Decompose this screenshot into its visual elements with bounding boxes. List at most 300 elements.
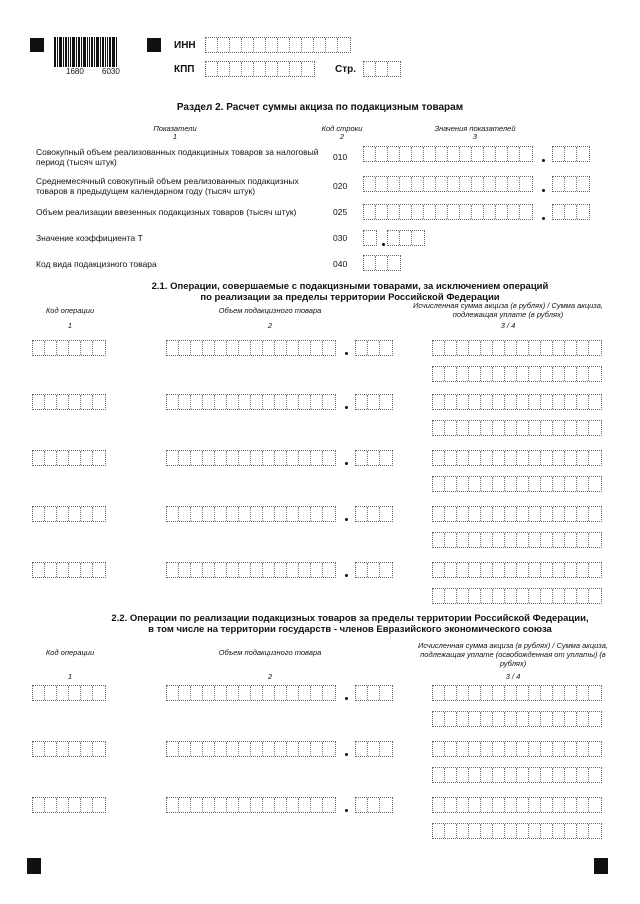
digit-cell[interactable] [376,147,388,161]
digit-cell[interactable] [469,589,481,603]
digit-cell[interactable] [541,367,553,381]
digit-cell[interactable] [167,742,179,756]
digit-cell[interactable] [93,742,105,756]
digit-cell[interactable] [179,507,191,521]
digit-cell[interactable] [167,451,179,465]
inn-field[interactable] [205,37,351,53]
digit-cell[interactable] [368,341,380,355]
s21-volume-int-1[interactable] [166,340,336,356]
digit-cell[interactable] [239,341,251,355]
digit-cell[interactable] [203,507,215,521]
digit-cell[interactable] [206,38,218,52]
digit-cell[interactable] [448,205,460,219]
digit-cell[interactable] [380,395,392,409]
digit-cell[interactable] [424,205,436,219]
digit-cell[interactable] [517,798,529,812]
digit-cell[interactable] [505,686,517,700]
digit-cell[interactable] [251,341,263,355]
digit-cell[interactable] [577,533,589,547]
digit-cell[interactable] [517,507,529,521]
digit-cell[interactable] [577,798,589,812]
digit-cell[interactable] [388,205,400,219]
digit-cell[interactable] [179,395,191,409]
digit-cell[interactable] [356,563,368,577]
digit-cell[interactable] [565,824,577,838]
digit-cell[interactable] [302,62,314,76]
s22-volume-int-1[interactable] [166,685,336,701]
digit-cell[interactable] [445,533,457,547]
digit-cell[interactable] [227,742,239,756]
s22-volume-int-2[interactable] [166,741,336,757]
digit-cell[interactable] [69,686,81,700]
digit-cell[interactable] [517,395,529,409]
digit-cell[interactable] [314,38,326,52]
digit-cell[interactable] [460,177,472,191]
digit-cell[interactable] [445,507,457,521]
s21-payable-sum-3[interactable] [432,476,602,492]
digit-cell[interactable] [368,798,380,812]
digit-cell[interactable] [227,563,239,577]
digit-cell[interactable] [368,507,380,521]
digit-cell[interactable] [215,395,227,409]
digit-cell[interactable] [45,686,57,700]
digit-cell[interactable] [517,686,529,700]
digit-cell[interactable] [230,38,242,52]
digit-cell[interactable] [553,533,565,547]
digit-cell[interactable] [565,205,577,219]
digit-cell[interactable] [380,742,392,756]
digit-cell[interactable] [457,798,469,812]
digit-cell[interactable] [505,367,517,381]
digit-cell[interactable] [508,205,520,219]
digit-cell[interactable] [493,768,505,782]
page-field[interactable] [363,61,401,77]
digit-cell[interactable] [469,395,481,409]
digit-cell[interactable] [167,507,179,521]
digit-cell[interactable] [376,62,388,76]
digit-cell[interactable] [254,62,266,76]
digit-cell[interactable] [481,341,493,355]
digit-cell[interactable] [81,507,93,521]
digit-cell[interactable] [577,177,589,191]
digit-cell[interactable] [93,451,105,465]
digit-cell[interactable] [505,798,517,812]
digit-cell[interactable] [278,62,290,76]
s21-payable-sum-2[interactable] [432,420,602,436]
digit-cell[interactable] [541,507,553,521]
digit-cell[interactable] [364,256,376,270]
digit-cell[interactable] [541,563,553,577]
digit-cell[interactable] [263,395,275,409]
digit-cell[interactable] [69,451,81,465]
digit-cell[interactable] [481,589,493,603]
digit-cell[interactable] [457,533,469,547]
digit-cell[interactable] [290,38,302,52]
digit-cell[interactable] [589,824,601,838]
digit-cell[interactable] [81,742,93,756]
digit-cell[interactable] [481,477,493,491]
digit-cell[interactable] [589,798,601,812]
digit-cell[interactable] [302,38,314,52]
digit-cell[interactable] [433,824,445,838]
digit-cell[interactable] [167,563,179,577]
digit-cell[interactable] [251,451,263,465]
digit-cell[interactable] [517,742,529,756]
digit-cell[interactable] [227,507,239,521]
digit-cell[interactable] [457,395,469,409]
digit-cell[interactable] [380,507,392,521]
digit-cell[interactable] [457,712,469,726]
digit-cell[interactable] [323,395,335,409]
digit-cell[interactable] [191,395,203,409]
digit-cell[interactable] [577,341,589,355]
digit-cell[interactable] [481,824,493,838]
digit-cell[interactable] [469,341,481,355]
digit-cell[interactable] [93,341,105,355]
digit-cell[interactable] [400,147,412,161]
digit-cell[interactable] [376,205,388,219]
digit-cell[interactable] [93,798,105,812]
s22-payable-sum-2[interactable] [432,767,602,783]
digit-cell[interactable] [577,477,589,491]
digit-cell[interactable] [565,341,577,355]
digit-cell[interactable] [179,742,191,756]
digit-cell[interactable] [469,798,481,812]
digit-cell[interactable] [457,477,469,491]
digit-cell[interactable] [517,367,529,381]
digit-cell[interactable] [388,256,400,270]
s21-volume-frac-2[interactable] [355,394,393,410]
digit-cell[interactable] [457,507,469,521]
digit-cell[interactable] [368,563,380,577]
digit-cell[interactable] [287,742,299,756]
s22-payable-sum-3[interactable] [432,823,602,839]
digit-cell[interactable] [457,742,469,756]
digit-cell[interactable] [589,589,601,603]
digit-cell[interactable] [577,589,589,603]
digit-cell[interactable] [577,507,589,521]
digit-cell[interactable] [472,147,484,161]
digit-cell[interactable] [505,742,517,756]
digit-cell[interactable] [541,533,553,547]
s21-op-code-4[interactable] [32,506,106,522]
digit-cell[interactable] [445,451,457,465]
digit-cell[interactable] [481,742,493,756]
digit-cell[interactable] [275,395,287,409]
digit-cell[interactable] [242,38,254,52]
digit-cell[interactable] [215,563,227,577]
digit-cell[interactable] [436,147,448,161]
digit-cell[interactable] [457,589,469,603]
digit-cell[interactable] [589,742,601,756]
digit-cell[interactable] [496,177,508,191]
digit-cell[interactable] [445,798,457,812]
digit-cell[interactable] [81,798,93,812]
digit-cell[interactable] [290,62,302,76]
digit-cell[interactable] [505,507,517,521]
digit-cell[interactable] [69,798,81,812]
digit-cell[interactable] [33,507,45,521]
digit-cell[interactable] [323,341,335,355]
digit-cell[interactable] [33,742,45,756]
digit-cell[interactable] [589,533,601,547]
digit-cell[interactable] [69,341,81,355]
s21-op-code-5[interactable] [32,562,106,578]
digit-cell[interactable] [433,477,445,491]
digit-cell[interactable] [493,451,505,465]
digit-cell[interactable] [338,38,350,52]
digit-cell[interactable] [481,451,493,465]
digit-cell[interactable] [57,742,69,756]
digit-cell[interactable] [311,686,323,700]
digit-cell[interactable] [263,451,275,465]
digit-cell[interactable] [57,798,69,812]
digit-cell[interactable] [517,563,529,577]
digit-cell[interactable] [323,507,335,521]
digit-cell[interactable] [481,533,493,547]
digit-cell[interactable] [215,686,227,700]
digit-cell[interactable] [57,686,69,700]
digit-cell[interactable] [541,824,553,838]
digit-cell[interactable] [81,451,93,465]
digit-cell[interactable] [263,742,275,756]
digit-cell[interactable] [254,38,266,52]
digit-cell[interactable] [553,341,565,355]
digit-cell[interactable] [215,451,227,465]
digit-cell[interactable] [400,177,412,191]
digit-cell[interactable] [565,589,577,603]
s21-volume-frac-4[interactable] [355,506,393,522]
digit-cell[interactable] [589,477,601,491]
digit-cell[interactable] [69,563,81,577]
digit-cell[interactable] [299,798,311,812]
digit-cell[interactable] [577,742,589,756]
row-020-value-frac[interactable] [552,176,590,192]
digit-cell[interactable] [445,367,457,381]
digit-cell[interactable] [433,563,445,577]
digit-cell[interactable] [508,147,520,161]
digit-cell[interactable] [529,451,541,465]
digit-cell[interactable] [553,147,565,161]
digit-cell[interactable] [529,742,541,756]
digit-cell[interactable] [505,477,517,491]
digit-cell[interactable] [242,62,254,76]
digit-cell[interactable] [505,395,517,409]
digit-cell[interactable] [380,798,392,812]
digit-cell[interactable] [520,147,532,161]
digit-cell[interactable] [493,477,505,491]
digit-cell[interactable] [481,563,493,577]
digit-cell[interactable] [469,712,481,726]
row-010-value-int[interactable] [363,146,533,162]
digit-cell[interactable] [81,341,93,355]
digit-cell[interactable] [577,768,589,782]
digit-cell[interactable] [251,686,263,700]
digit-cell[interactable] [505,824,517,838]
digit-cell[interactable] [508,177,520,191]
digit-cell[interactable] [529,798,541,812]
digit-cell[interactable] [589,451,601,465]
digit-cell[interactable] [412,147,424,161]
digit-cell[interactable] [380,341,392,355]
digit-cell[interactable] [457,686,469,700]
digit-cell[interactable] [553,768,565,782]
digit-cell[interactable] [433,712,445,726]
digit-cell[interactable] [191,341,203,355]
digit-cell[interactable] [481,768,493,782]
digit-cell[interactable] [541,798,553,812]
digit-cell[interactable] [553,798,565,812]
digit-cell[interactable] [505,451,517,465]
digit-cell[interactable] [565,367,577,381]
digit-cell[interactable] [227,451,239,465]
digit-cell[interactable] [275,507,287,521]
digit-cell[interactable] [529,563,541,577]
digit-cell[interactable] [287,686,299,700]
digit-cell[interactable] [481,421,493,435]
digit-cell[interactable] [496,147,508,161]
s22-volume-frac-2[interactable] [355,741,393,757]
digit-cell[interactable] [469,367,481,381]
digit-cell[interactable] [577,451,589,465]
digit-cell[interactable] [589,507,601,521]
digit-cell[interactable] [239,451,251,465]
digit-cell[interactable] [311,798,323,812]
digit-cell[interactable] [311,451,323,465]
digit-cell[interactable] [57,507,69,521]
digit-cell[interactable] [311,742,323,756]
s21-calc-sum-1[interactable] [432,340,602,356]
digit-cell[interactable] [577,563,589,577]
digit-cell[interactable] [263,563,275,577]
digit-cell[interactable] [380,563,392,577]
digit-cell[interactable] [541,421,553,435]
s21-volume-int-5[interactable] [166,562,336,578]
digit-cell[interactable] [433,589,445,603]
digit-cell[interactable] [191,798,203,812]
digit-cell[interactable] [433,798,445,812]
digit-cell[interactable] [529,341,541,355]
digit-cell[interactable] [577,147,589,161]
digit-cell[interactable] [517,533,529,547]
digit-cell[interactable] [493,367,505,381]
digit-cell[interactable] [287,563,299,577]
digit-cell[interactable] [323,686,335,700]
digit-cell[interactable] [167,798,179,812]
s21-volume-int-2[interactable] [166,394,336,410]
digit-cell[interactable] [400,205,412,219]
digit-cell[interactable] [275,563,287,577]
s22-volume-int-3[interactable] [166,797,336,813]
digit-cell[interactable] [191,451,203,465]
s22-calc-sum-3[interactable] [432,797,602,813]
digit-cell[interactable] [484,205,496,219]
kpp-field[interactable] [205,61,315,77]
digit-cell[interactable] [275,451,287,465]
digit-cell[interactable] [433,421,445,435]
digit-cell[interactable] [299,451,311,465]
digit-cell[interactable] [45,798,57,812]
digit-cell[interactable] [448,147,460,161]
digit-cell[interactable] [227,686,239,700]
digit-cell[interactable] [380,686,392,700]
digit-cell[interactable] [45,451,57,465]
digit-cell[interactable] [368,451,380,465]
digit-cell[interactable] [33,798,45,812]
digit-cell[interactable] [469,563,481,577]
digit-cell[interactable] [484,177,496,191]
digit-cell[interactable] [445,395,457,409]
digit-cell[interactable] [493,712,505,726]
digit-cell[interactable] [553,712,565,726]
s21-calc-sum-4[interactable] [432,506,602,522]
digit-cell[interactable] [287,341,299,355]
digit-cell[interactable] [167,395,179,409]
digit-cell[interactable] [529,712,541,726]
digit-cell[interactable] [433,341,445,355]
digit-cell[interactable] [481,798,493,812]
row-030-value-int[interactable] [363,230,377,246]
digit-cell[interactable] [505,563,517,577]
digit-cell[interactable] [433,367,445,381]
digit-cell[interactable] [239,563,251,577]
digit-cell[interactable] [424,177,436,191]
digit-cell[interactable] [541,768,553,782]
digit-cell[interactable] [215,507,227,521]
s22-volume-frac-3[interactable] [355,797,393,813]
digit-cell[interactable] [433,686,445,700]
digit-cell[interactable] [541,686,553,700]
digit-cell[interactable] [368,742,380,756]
digit-cell[interactable] [388,177,400,191]
digit-cell[interactable] [553,395,565,409]
digit-cell[interactable] [565,768,577,782]
digit-cell[interactable] [493,686,505,700]
digit-cell[interactable] [577,824,589,838]
digit-cell[interactable] [81,563,93,577]
digit-cell[interactable] [368,686,380,700]
s21-calc-sum-3[interactable] [432,450,602,466]
digit-cell[interactable] [529,768,541,782]
digit-cell[interactable] [517,451,529,465]
s21-op-code-2[interactable] [32,394,106,410]
digit-cell[interactable] [529,507,541,521]
digit-cell[interactable] [481,686,493,700]
digit-cell[interactable] [565,533,577,547]
digit-cell[interactable] [275,341,287,355]
digit-cell[interactable] [505,421,517,435]
digit-cell[interactable] [553,563,565,577]
digit-cell[interactable] [493,589,505,603]
digit-cell[interactable] [433,507,445,521]
digit-cell[interactable] [520,205,532,219]
digit-cell[interactable] [206,62,218,76]
digit-cell[interactable] [577,205,589,219]
digit-cell[interactable] [191,507,203,521]
s22-payable-sum-1[interactable] [432,711,602,727]
digit-cell[interactable] [565,147,577,161]
digit-cell[interactable] [323,742,335,756]
digit-cell[interactable] [424,147,436,161]
digit-cell[interactable] [529,395,541,409]
digit-cell[interactable] [577,686,589,700]
digit-cell[interactable] [469,533,481,547]
digit-cell[interactable] [275,686,287,700]
digit-cell[interactable] [311,341,323,355]
s21-volume-frac-5[interactable] [355,562,393,578]
digit-cell[interactable] [565,742,577,756]
digit-cell[interactable] [227,341,239,355]
